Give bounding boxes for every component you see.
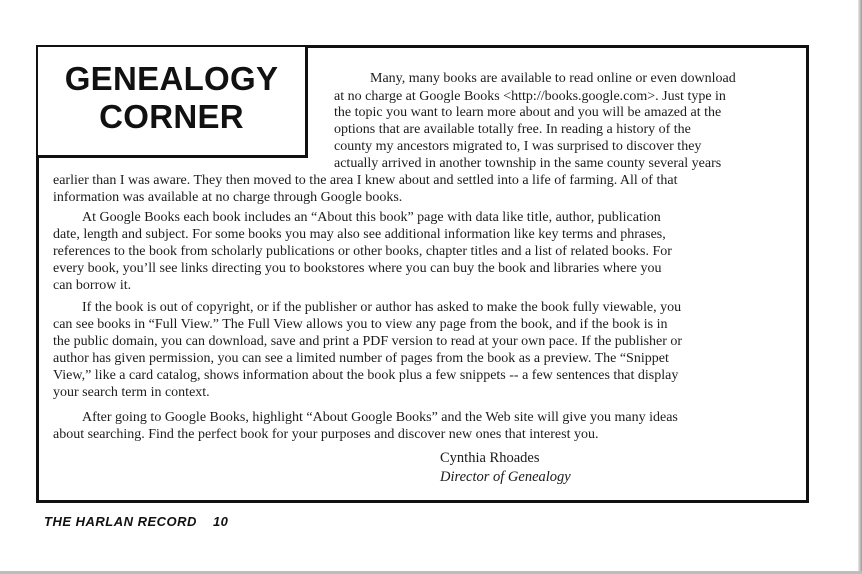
scan-edge-shadow [858, 0, 862, 574]
article-line: every book, you’ll see links directing you to bookstores where you can buy the book and libraries where you [53, 261, 662, 276]
article-line: actually arrived in another township in the same county several years [334, 156, 722, 171]
article-line: After going to Google Books, highlight “About Google Books” and the Web site will give you many ideas [82, 410, 678, 425]
article-line: author has given permission, you can see a limited number of pages from the book as a preview. The “Snippet [53, 351, 669, 366]
publication-name: THE HARLAN RECORD [44, 514, 197, 529]
article-line: can see books in “Full View.” The Full View allows you to view any page from the book, and if the book is in [53, 317, 668, 332]
article-line: at no charge at Google Books <http://books.google.com>. Just type in [334, 89, 726, 104]
article-line: date, length and subject. For some books you may also see additional information like key terms and phrases, [53, 227, 666, 242]
page-footer [44, 514, 228, 530]
article-line: the public domain, you can download, save and print a PDF version to read at your own pace. If the publisher or [53, 334, 683, 349]
article-line: earlier than I was aware. They then moved to the area I knew about and settled into a life of farming. All of that [53, 173, 678, 188]
author-name: Cynthia Rhoades [440, 450, 540, 466]
article-line: At Google Books each book includes an “About this book” page with data like title, author, publication [82, 210, 661, 225]
heading-line-2: CORNER [99, 98, 244, 135]
article-line: the topic you want to learn more about and you will be amazed at the [334, 105, 722, 120]
article-line: Many, many books are available to read online or even download [370, 71, 736, 86]
article-line: View,” like a card catalog, shows information about the book plus a few snippets -- a few sentences that display [53, 368, 679, 383]
article-line: county my ancestors migrated to, I was surprised to discover they [334, 139, 702, 154]
article-line: your search term in context. [53, 385, 210, 400]
heading-line-1: GENEALOGY [64, 60, 279, 97]
page-number: 10 [212, 514, 229, 529]
heading-box [38, 47, 308, 158]
article-line: information was available at no charge through Google books. [53, 190, 403, 205]
article-line: options that are available totally free. In reading a history of the [334, 122, 691, 137]
article-line: references to the book from scholarly publications or other books, chapter titles and a list of related books. For [53, 244, 672, 259]
author-title: Director of Genealogy [440, 469, 571, 485]
article-line: about searching. Find the perfect book for your purposes and discover new ones that interest you. [53, 427, 599, 442]
article-line: can borrow it. [53, 278, 132, 293]
article-line: If the book is out of copyright, or if the publisher or author has asked to make the book fully viewable, you [82, 300, 682, 315]
